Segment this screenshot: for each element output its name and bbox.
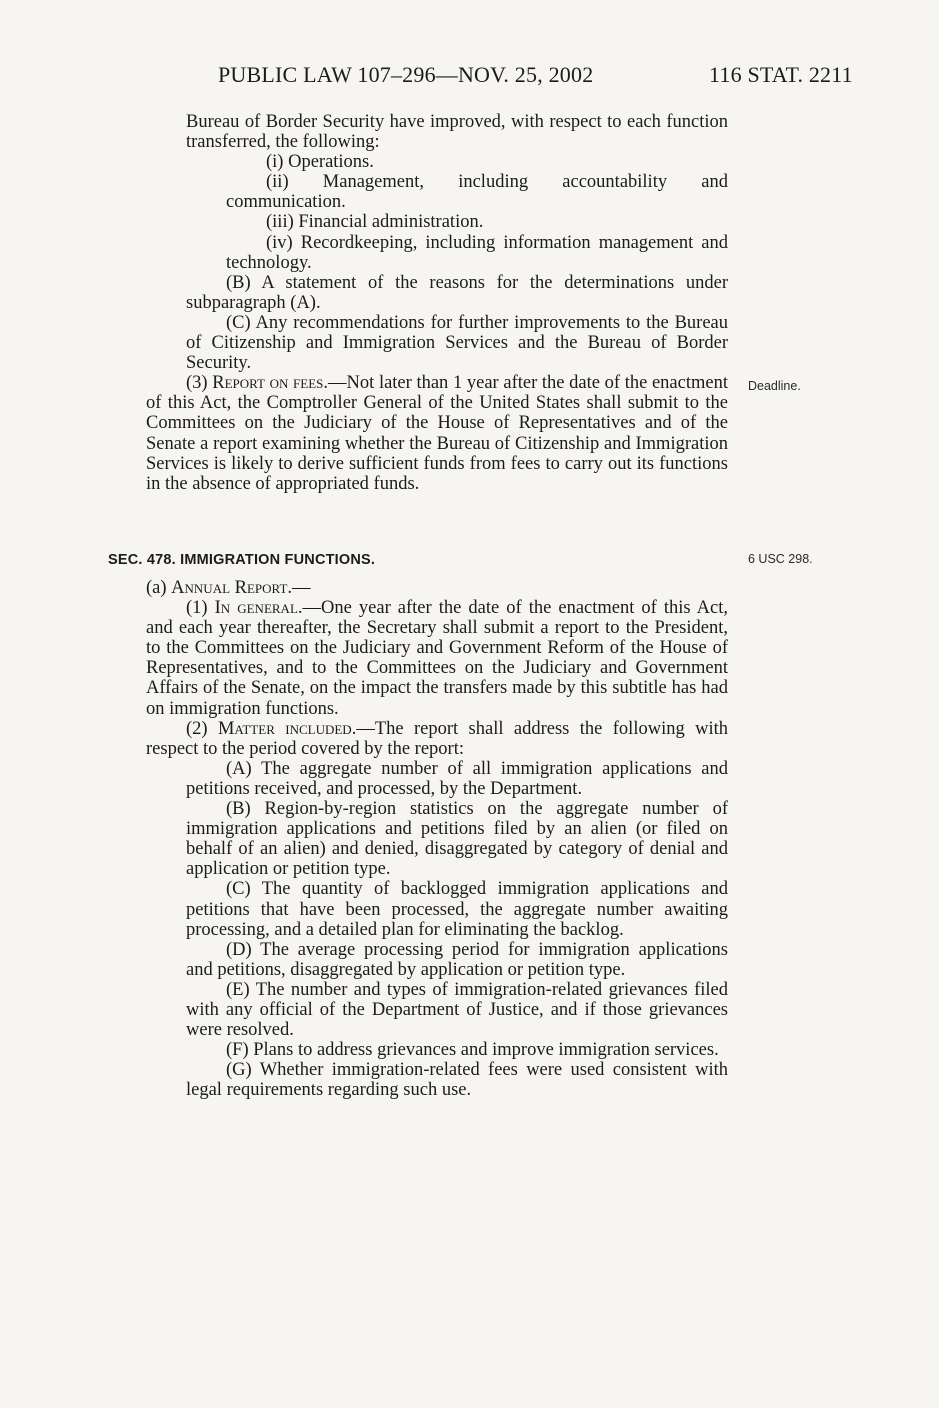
paragraph-1-text: —One year after the date of the enactment of this Act, and each year thereafter, the Secretary shall submit a report to the President, to the Committees on the Judiciary and Government Reform of the House of Representatives, and to the Committees on the Judiciary and Government Affairs of the Senate, on the impact the transfers made by this subtitle has had on immigration functions. xyxy=(146,598,728,719)
subsection-a-dash: — xyxy=(292,578,311,598)
paragraph-item-ii xyxy=(146,172,728,212)
paragraph-2-caption: Matter included. xyxy=(217,718,357,739)
subparagraph-F: (F) Plans to address grievances and improve immigration services. xyxy=(226,1040,719,1061)
section-body xyxy=(146,578,728,1100)
subparagraph-E: (E) The number and types of immigration-related grievances filed with any official of the Department of Justice, and if those grievances were resolved. xyxy=(186,979,728,1041)
subparagraph-A: (A) The aggregate number of all immigration applications and petitions received, and processed, by the Department. xyxy=(186,758,728,799)
paragraph-item-i: (i) Operations. xyxy=(266,152,374,173)
item-iv-text: (iv) Recordkeeping, including information management and technology. xyxy=(226,232,728,273)
paragraph-2-lead: (2) xyxy=(186,718,218,739)
paragraph-continuation: Bureau of Border Security have improved, with respect to each function transferred, the following: xyxy=(186,112,728,153)
paragraph-B: (B) A statement of the reasons for the determinations under subparagraph (A). xyxy=(186,272,728,313)
paragraph-item-iii: (iii) Financial administration. xyxy=(266,212,484,233)
header-title: PUBLIC LAW 107–296—NOV. 25, 2002 xyxy=(218,62,594,87)
margin-note-usc: 6 USC 298. xyxy=(748,552,813,566)
margin-note-deadline: Deadline. xyxy=(748,379,801,393)
paragraph-2-text: —The report shall address the following with respect to the period covered by the report: xyxy=(146,718,728,759)
paragraph-3-text: —Not later than 1 year after the date of the enactment of this Act, the Comptroller General of the United States shall submit to the Committees on the Judiciary of the House of Representatives and of the Senate a report examining whether the Bureau of Citizenship and Immigration Services is likely to derive sufficient funds from fees to carry out its functions in the absence of appropriated funds. xyxy=(146,373,728,494)
paragraph-C: (C) Any recommendations for further improvements to the Bureau of Citizenship and Immigration Services and the Bureau of Border Security. xyxy=(186,312,728,374)
paragraph-3-report-on-fees xyxy=(146,373,728,494)
section-heading: SEC. 478. IMMIGRATION FUNCTIONS. xyxy=(108,552,376,568)
subparagraph-G: (G) Whether immigration-related fees were used consistent with legal requirements regarding such use. xyxy=(186,1060,728,1101)
subsection-a-lead: (a) xyxy=(146,578,172,598)
subparagraph-D: (D) The average processing period for immigration applications and petitions, disaggregated by application or petition type. xyxy=(186,939,728,980)
subparagraph-C: (C) The quantity of backlogged immigration applications and petitions that have been processed, the aggregate number awaiting processing, and a detailed plan for eliminating the backlog. xyxy=(186,879,728,940)
paragraph-3-lead: (3) xyxy=(186,373,213,394)
paragraph-item-iv xyxy=(146,233,728,273)
paragraph-1-in-general xyxy=(146,598,728,719)
paragraph-2-matter-included xyxy=(146,719,728,759)
header-stat-citation: 116 STAT. 2211 xyxy=(709,62,853,87)
paragraph-1-caption: In general. xyxy=(214,598,303,619)
subsection-a xyxy=(146,578,728,598)
paragraph-1-lead: (1) xyxy=(186,598,215,619)
subparagraph-B: (B) Region-by-region statistics on the aggregate number of immigration applications and petitions filed by an alien (or filed on behalf of an alien) and denied, disaggregated by category of denial and application or petition type. xyxy=(186,799,728,880)
item-ii-text: (ii) Management, including accountability and communication. xyxy=(226,172,728,213)
running-header xyxy=(0,62,939,92)
top-text-block xyxy=(146,112,728,494)
subsection-a-caption: Annual Report. xyxy=(171,578,293,598)
paragraph-3-caption: Report on fees. xyxy=(212,373,329,394)
